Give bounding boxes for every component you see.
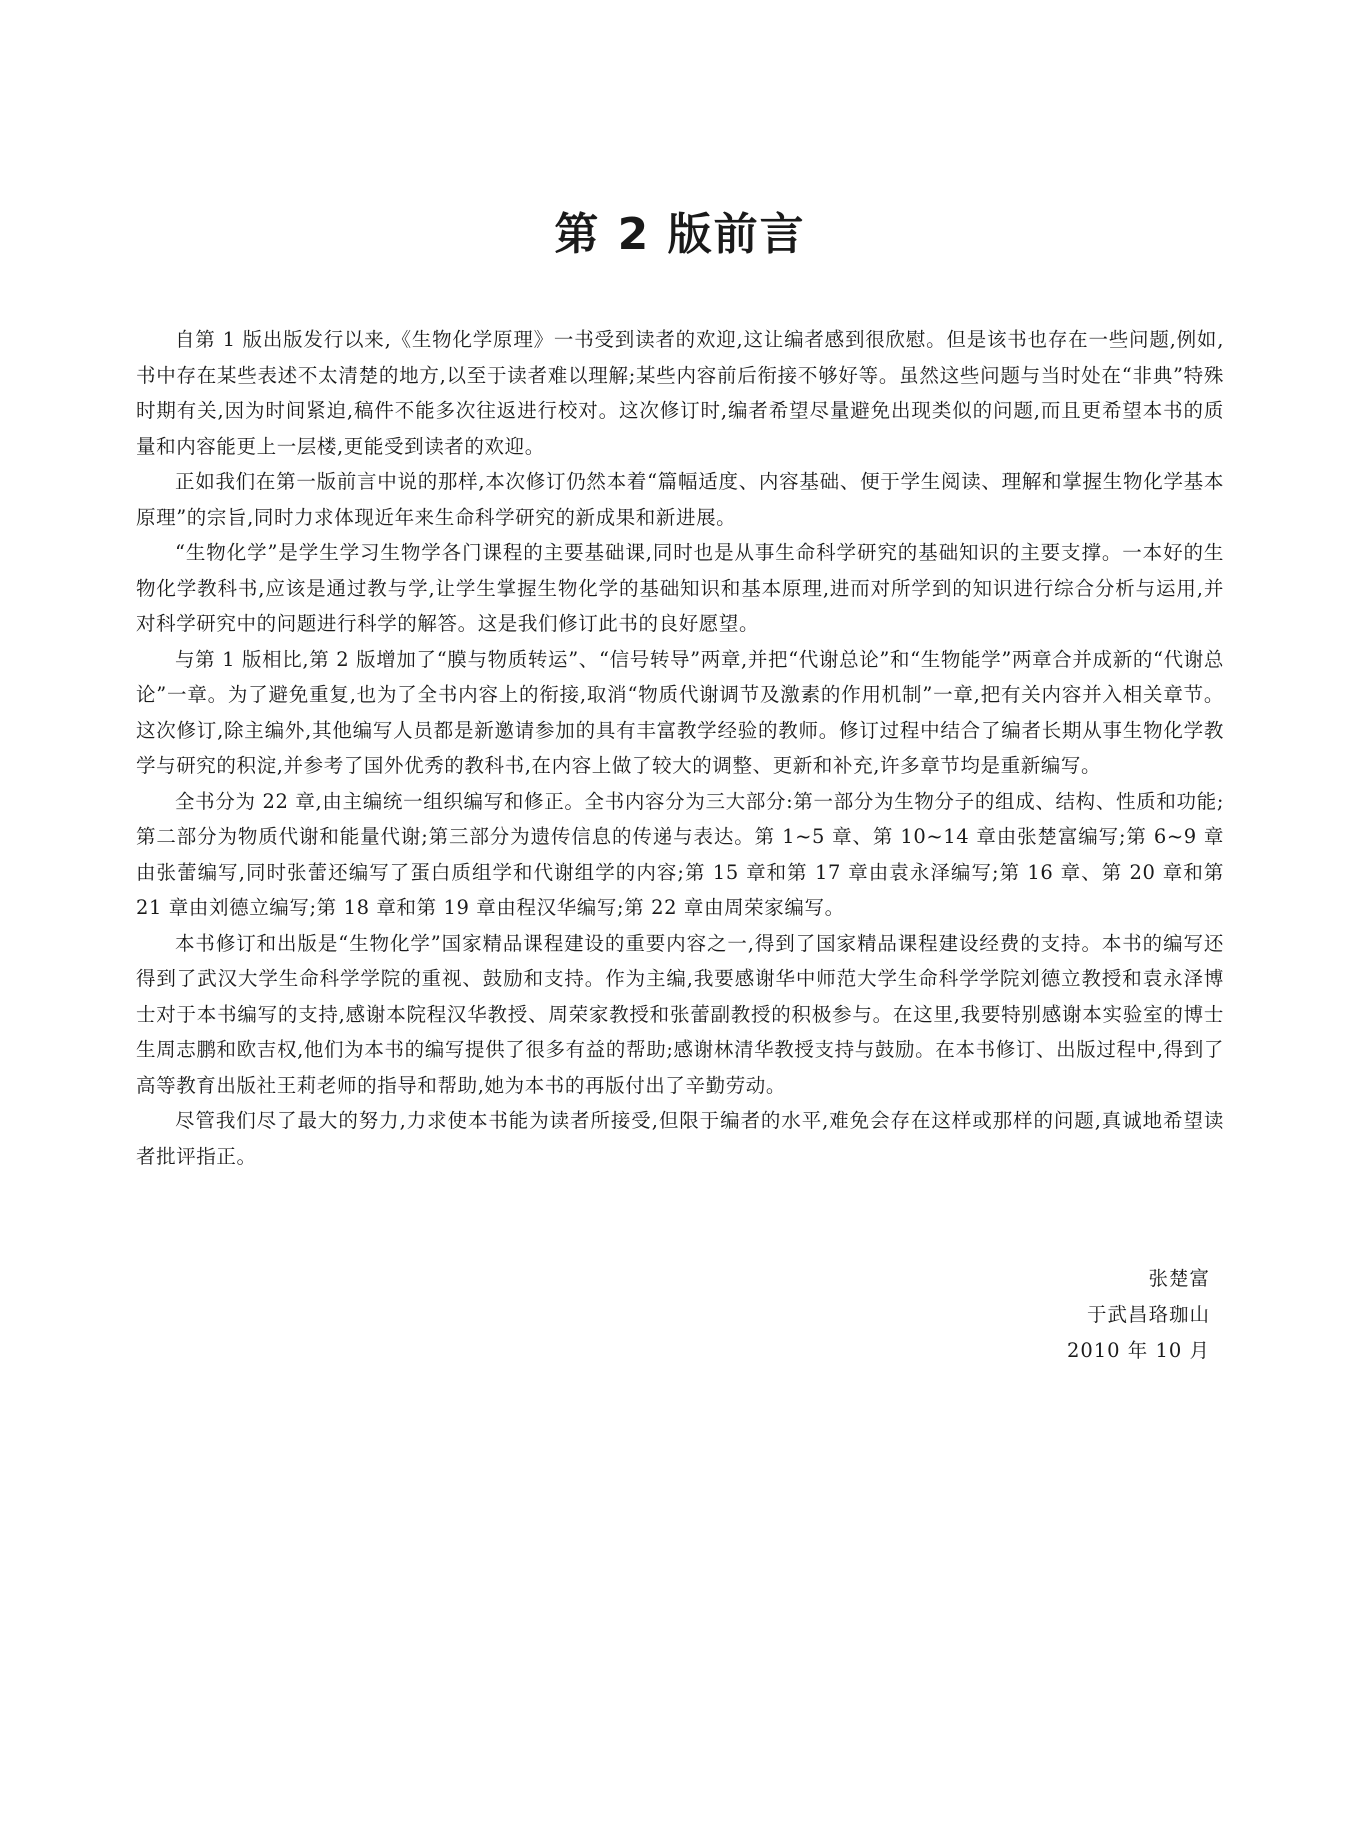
preface-body xyxy=(136,322,1224,1174)
signature-date: 2010 年 10 月 xyxy=(1066,1339,1210,1362)
paragraph-7: 尽管我们尽了最大的努力,力求使本书能为读者所接受,但限于编者的水平,难免会存在这样或那样的问题,真诚地希望读者批评指正。 xyxy=(136,1109,1224,1168)
paragraph-6: 本书修订和出版是“生物化学”国家精品课程建设的重要内容之一,得到了国家精品课程建设经费的支持。本书的编写还得到了武汉大学生命科学学院的重视、鼓励和支持。作为主编,我要感谢华中师范大学生命科学学院刘德立教授和袁永泽博士对于本书编写的支持,感谢本院程汉华教授、周荣家教授和张蕾副教授的积极参与。在这里,我要特别感谢本实验室的博士生周志鹏和欧吉权,他们为本书的编写提供了很多有益的帮助;感谢林清华教授支持与鼓励。在本书修订、出版过程中,得到了高等教育出版社王莉老师的指导和帮助,她为本书的再版付出了辛勤劳动。 xyxy=(136,931,1224,1097)
page-title: 第 2 版前言 xyxy=(554,209,806,260)
paragraph-4: 与第 1 版相比,第 2 版增加了“膜与物质转运”、“信号转导”两章,并把“代谢总论”和“生物能学”两章合并成新的“代谢总论”一章。为了避免重复,也为了全书内容上的衔接,取消“物质代谢调节及激素的作用机制”一章,把有关内容并入相关章节。这次修订,除主编外,其他编写人员都是新邀请参加的具有丰富教学经验的教师。修订过程中结合了编者长期从事生物化学教学与研究的积淀,并参考了国外优秀的教科书,在内容上做了较大的调整、更新和补充,许多章节均是重新编写。 xyxy=(136,647,1224,777)
signature-block xyxy=(1067,1261,1210,1369)
paragraph-3: “生物化学”是学生学习生物学各门课程的主要基础课,同时也是从事生命科学研究的基础知识的主要支撑。一本好的生物化学教科书,应该是通过教与学,让学生掌握生物化学的基础知识和基本原理,进而对所学到的知识进行综合分析与运用,并对科学研究中的问题进行科学的解答。这是我们修订此书的良好愿望。 xyxy=(136,541,1224,635)
paragraph-2: 正如我们在第一版前言中说的那样,本次修订仍然本着“篇幅适度、内容基础、便于学生阅读、理解和掌握生物化学基本原理”的宗旨,同时力求体现近年来生命科学研究的新成果和新进展。 xyxy=(136,470,1224,529)
signature-author: 张楚富 xyxy=(1148,1267,1210,1290)
paragraph-1: 自第 1 版出版发行以来,《生物化学原理》一书受到读者的欢迎,这让编者感到很欣慰。但是该书也存在一些问题,例如,书中存在某些表述不太清楚的地方,以至于读者难以理解;某些内容前后衔接不够好等。虽然这些问题与当时处在“非典”特殊时期有关,因为时间紧迫,稿件不能多次往返进行校对。这次修订时,编者希望尽量避免出现类似的问题,而且更希望本书的质量和内容能更上一层楼,更能受到读者的欢迎。 xyxy=(136,328,1224,458)
signature-place: 于武昌珞珈山 xyxy=(1086,1303,1210,1326)
paragraph-5: 全书分为 22 章,由主编统一组织编写和修正。全书内容分为三大部分:第一部分为生物分子的组成、结构、性质和功能;第二部分为物质代谢和能量代谢;第三部分为遗传信息的传递与表达。第 1~5 章、第 10~14 章由张楚富编写;第 6~9 章由张蕾编写,同时张蕾还编写了蛋白质组学和代谢组学的内容;第 15 章和第 17 章由袁永泽编写;第 16 章、第 20 章和第 21 章由刘德立编写;第 18 章和第 19 章由程汉华编写;第 22 章由周荣家编写。 xyxy=(136,789,1224,919)
